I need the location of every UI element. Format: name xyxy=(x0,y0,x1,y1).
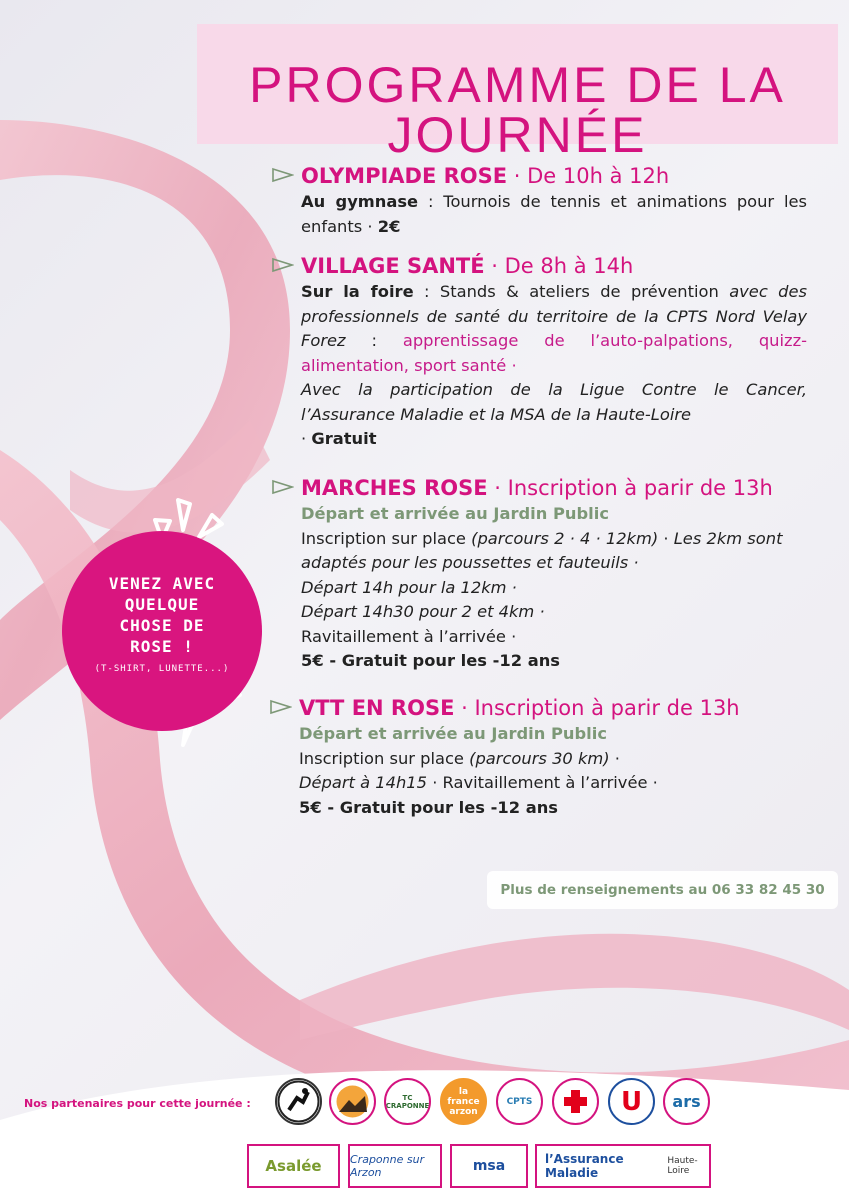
badge-line: VENEZ AVEC xyxy=(108,574,216,593)
event-place: Au gymnase xyxy=(301,192,419,211)
tc-craponne-logo: TC CRAPONNE xyxy=(384,1078,431,1125)
badge-subtitle: (T-SHIRT, LUNETTE...) xyxy=(94,664,230,674)
badge-line: CHOSE DE xyxy=(119,616,205,635)
separator-text: · xyxy=(609,748,620,768)
departure-12km: Départ 14h pour la 12km · xyxy=(301,577,517,597)
accessibility-text: Les 2km sont adaptés pour les poussettes et fauteuils · xyxy=(301,528,783,572)
separator-text: : xyxy=(345,331,403,350)
refreshment-text: · Ravitaillement à l’arrivée · xyxy=(427,773,658,792)
event-time: · Inscription à parir de 13h xyxy=(487,476,773,500)
event-description: : Stands & ateliers de prévention xyxy=(413,282,730,301)
assurance-maladie-logo: l’Assurance Maladie Haute-Loire xyxy=(535,1144,711,1188)
departure-time: Départ à 14h15 xyxy=(299,773,428,792)
randonneurs-logo xyxy=(329,1078,376,1125)
la-france-arzon-logo: la france arzon xyxy=(440,1078,487,1125)
event-price: 5€ - Gratuit pour les -12 ans xyxy=(301,651,560,670)
event-name: MARCHES ROSE xyxy=(301,476,488,500)
bring-pink-badge xyxy=(62,531,262,731)
red-cross-icon xyxy=(554,1080,597,1123)
departure-2-4km: Départ 14h30 pour 2 et 4km · xyxy=(301,602,545,621)
badge-line: QUELQUE xyxy=(124,595,200,614)
contact-info: Plus de renseignements au 06 33 82 45 30 xyxy=(487,871,838,909)
craponne-sur-arzon-logo: Craponne sur Arzon xyxy=(348,1144,442,1188)
hiker-icon xyxy=(331,1080,374,1123)
event-place: Sur la foire xyxy=(301,282,414,301)
event-time: · De 10h à 12h xyxy=(507,164,670,188)
partners-label: Nos partenaires pour cette journée : xyxy=(24,1097,251,1110)
event-location: Départ et arrivée au Jardin Public xyxy=(301,504,609,523)
event-price: 2€ xyxy=(377,216,401,236)
cpts-logo: CPTS xyxy=(496,1078,543,1125)
course-text: (parcours 2 · 4 · 12km) xyxy=(471,528,659,548)
event-time: · Inscription à parir de 13h xyxy=(454,696,740,720)
event-name: VTT EN ROSE xyxy=(299,696,455,720)
price-prefix: · xyxy=(301,429,312,448)
asalee-logo: Asalée xyxy=(247,1144,340,1188)
tennis-player-icon xyxy=(277,1080,320,1123)
separator-text: · xyxy=(658,528,674,548)
croix-rouge-logo xyxy=(552,1078,599,1125)
event-name: VILLAGE SANTÉ xyxy=(301,254,485,278)
saint-velay-tennis-logo xyxy=(275,1078,322,1125)
event-description-italic: avec des professionnels de santé du territoire de la CPTS Nord Velay Forez xyxy=(301,282,807,350)
systeme-u-logo: U xyxy=(608,1078,655,1125)
registration-text: Inscription sur place xyxy=(299,748,470,768)
refreshment-text: Ravitaillement à l’arrivée · xyxy=(301,626,517,646)
event-partners: Avec la participation de la Ligue Contre le Cancer, l’Assurance Maladie et la MSA de la Haute-Loire xyxy=(301,380,807,424)
msa-logo: msa xyxy=(450,1144,528,1188)
event-description: : Tournois de tennis et animations pour les enfants · xyxy=(301,192,808,236)
ars-logo: ars xyxy=(663,1078,710,1125)
event-price: Gratuit xyxy=(311,429,377,448)
event-price: 5€ - Gratuit pour les -12 ans xyxy=(299,797,558,817)
course-text: (parcours 30 km) xyxy=(469,748,610,768)
badge-line: ROSE ! xyxy=(130,637,194,656)
registration-text: Inscription sur place xyxy=(301,528,472,548)
event-time: · De 8h à 14h xyxy=(484,254,634,278)
page-title: PROGRAMME DE LA JOURNÉE xyxy=(249,57,786,163)
event-activities: apprentissage de l’auto-palpations, quizz-alimentation, sport santé · xyxy=(301,331,807,375)
event-name: OLYMPIADE ROSE xyxy=(301,164,508,188)
event-location: Départ et arrivée au Jardin Public xyxy=(299,724,607,743)
